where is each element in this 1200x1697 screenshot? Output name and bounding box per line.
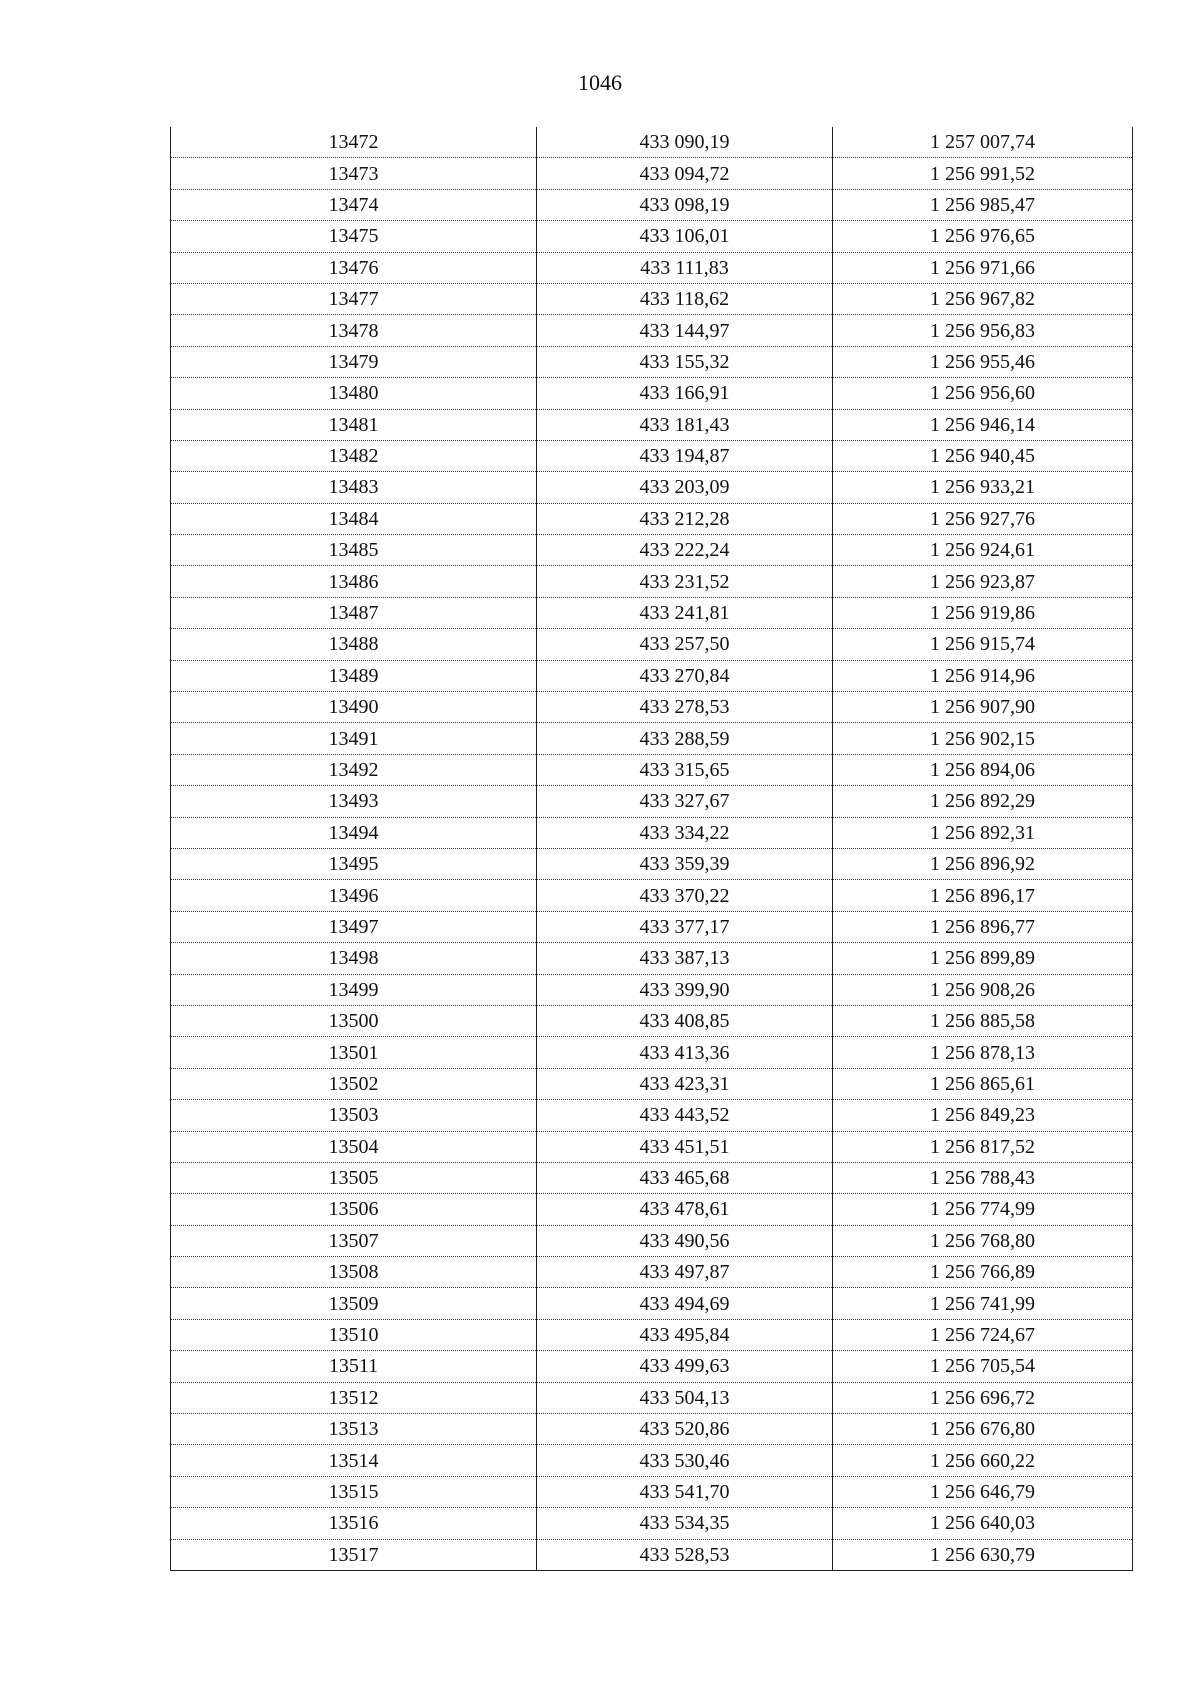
table-row bbox=[171, 315, 1133, 346]
x-coordinate-cell: 433 451,51 bbox=[537, 1131, 833, 1162]
point-number-cell: 13500 bbox=[171, 1005, 537, 1036]
y-coordinate-cell: 1 257 007,74 bbox=[833, 127, 1133, 158]
point-number-cell: 13516 bbox=[171, 1508, 537, 1539]
y-coordinate-cell: 1 256 924,61 bbox=[833, 535, 1133, 566]
x-coordinate-cell: 433 408,85 bbox=[537, 1005, 833, 1036]
x-coordinate-cell: 433 166,91 bbox=[537, 378, 833, 409]
point-number-cell: 13480 bbox=[171, 378, 537, 409]
y-coordinate-cell: 1 256 630,79 bbox=[833, 1539, 1133, 1570]
x-coordinate-cell: 433 241,81 bbox=[537, 597, 833, 628]
point-number-cell: 13515 bbox=[171, 1476, 537, 1507]
point-number-cell: 13488 bbox=[171, 629, 537, 660]
table-row bbox=[171, 880, 1133, 911]
table-row bbox=[171, 1131, 1133, 1162]
x-coordinate-cell: 433 155,32 bbox=[537, 346, 833, 377]
table-row bbox=[171, 1100, 1133, 1131]
y-coordinate-cell: 1 256 894,06 bbox=[833, 754, 1133, 785]
x-coordinate-cell: 433 465,68 bbox=[537, 1162, 833, 1193]
x-coordinate-cell: 433 399,90 bbox=[537, 974, 833, 1005]
x-coordinate-cell: 433 278,53 bbox=[537, 692, 833, 723]
table-row bbox=[171, 723, 1133, 754]
y-coordinate-cell: 1 256 741,99 bbox=[833, 1288, 1133, 1319]
table-row bbox=[171, 1225, 1133, 1256]
y-coordinate-cell: 1 256 865,61 bbox=[833, 1068, 1133, 1099]
x-coordinate-cell: 433 490,56 bbox=[537, 1225, 833, 1256]
y-coordinate-cell: 1 256 967,82 bbox=[833, 283, 1133, 314]
x-coordinate-cell: 433 413,36 bbox=[537, 1037, 833, 1068]
y-coordinate-cell: 1 256 676,80 bbox=[833, 1414, 1133, 1445]
point-number-cell: 13501 bbox=[171, 1037, 537, 1068]
table-row bbox=[171, 378, 1133, 409]
x-coordinate-cell: 433 528,53 bbox=[537, 1539, 833, 1570]
x-coordinate-cell: 433 315,65 bbox=[537, 754, 833, 785]
y-coordinate-cell: 1 256 976,65 bbox=[833, 221, 1133, 252]
point-number-cell: 13506 bbox=[171, 1194, 537, 1225]
x-coordinate-cell: 433 359,39 bbox=[537, 848, 833, 879]
table-row bbox=[171, 283, 1133, 314]
point-number-cell: 13472 bbox=[171, 127, 537, 158]
table-row bbox=[171, 1194, 1133, 1225]
point-number-cell: 13496 bbox=[171, 880, 537, 911]
x-coordinate-cell: 433 534,35 bbox=[537, 1508, 833, 1539]
x-coordinate-cell: 433 270,84 bbox=[537, 660, 833, 691]
x-coordinate-cell: 433 423,31 bbox=[537, 1068, 833, 1099]
point-number-cell: 13487 bbox=[171, 597, 537, 628]
y-coordinate-cell: 1 256 788,43 bbox=[833, 1162, 1133, 1193]
y-coordinate-cell: 1 256 896,77 bbox=[833, 911, 1133, 942]
table-row bbox=[171, 127, 1133, 158]
point-number-cell: 13498 bbox=[171, 943, 537, 974]
y-coordinate-cell: 1 256 878,13 bbox=[833, 1037, 1133, 1068]
x-coordinate-cell: 433 495,84 bbox=[537, 1319, 833, 1350]
point-number-cell: 13517 bbox=[171, 1539, 537, 1570]
table-row bbox=[171, 786, 1133, 817]
table-row bbox=[171, 848, 1133, 879]
table-row bbox=[171, 472, 1133, 503]
y-coordinate-cell: 1 256 849,23 bbox=[833, 1100, 1133, 1131]
table-row bbox=[171, 158, 1133, 189]
y-coordinate-cell: 1 256 907,90 bbox=[833, 692, 1133, 723]
point-number-cell: 13491 bbox=[171, 723, 537, 754]
y-coordinate-cell: 1 256 908,26 bbox=[833, 974, 1133, 1005]
x-coordinate-cell: 433 212,28 bbox=[537, 503, 833, 534]
y-coordinate-cell: 1 256 940,45 bbox=[833, 440, 1133, 471]
point-number-cell: 13511 bbox=[171, 1351, 537, 1382]
point-number-cell: 13504 bbox=[171, 1131, 537, 1162]
y-coordinate-cell: 1 256 956,83 bbox=[833, 315, 1133, 346]
y-coordinate-cell: 1 256 923,87 bbox=[833, 566, 1133, 597]
table-row bbox=[171, 535, 1133, 566]
table-row bbox=[171, 440, 1133, 471]
y-coordinate-cell: 1 256 640,03 bbox=[833, 1508, 1133, 1539]
x-coordinate-cell: 433 520,86 bbox=[537, 1414, 833, 1445]
point-number-cell: 13490 bbox=[171, 692, 537, 723]
table-row bbox=[171, 754, 1133, 785]
x-coordinate-cell: 433 387,13 bbox=[537, 943, 833, 974]
table-row bbox=[171, 1476, 1133, 1507]
table-row bbox=[171, 629, 1133, 660]
table-row bbox=[171, 1445, 1133, 1476]
y-coordinate-cell: 1 256 817,52 bbox=[833, 1131, 1133, 1162]
x-coordinate-cell: 433 194,87 bbox=[537, 440, 833, 471]
x-coordinate-cell: 433 504,13 bbox=[537, 1382, 833, 1413]
x-coordinate-cell: 433 334,22 bbox=[537, 817, 833, 848]
y-coordinate-cell: 1 256 991,52 bbox=[833, 158, 1133, 189]
y-coordinate-cell: 1 256 892,31 bbox=[833, 817, 1133, 848]
table-row bbox=[171, 1382, 1133, 1413]
y-coordinate-cell: 1 256 956,60 bbox=[833, 378, 1133, 409]
table-row bbox=[171, 566, 1133, 597]
x-coordinate-cell: 433 288,59 bbox=[537, 723, 833, 754]
x-coordinate-cell: 433 106,01 bbox=[537, 221, 833, 252]
x-coordinate-cell: 433 094,72 bbox=[537, 158, 833, 189]
point-number-cell: 13494 bbox=[171, 817, 537, 848]
point-number-cell: 13481 bbox=[171, 409, 537, 440]
table-row bbox=[171, 1162, 1133, 1193]
y-coordinate-cell: 1 256 933,21 bbox=[833, 472, 1133, 503]
x-coordinate-cell: 433 222,24 bbox=[537, 535, 833, 566]
table-row bbox=[171, 221, 1133, 252]
y-coordinate-cell: 1 256 927,76 bbox=[833, 503, 1133, 534]
point-number-cell: 13482 bbox=[171, 440, 537, 471]
point-number-cell: 13478 bbox=[171, 315, 537, 346]
y-coordinate-cell: 1 256 919,86 bbox=[833, 597, 1133, 628]
point-number-cell: 13508 bbox=[171, 1257, 537, 1288]
point-number-cell: 13473 bbox=[171, 158, 537, 189]
point-number-cell: 13507 bbox=[171, 1225, 537, 1256]
x-coordinate-cell: 433 203,09 bbox=[537, 472, 833, 503]
x-coordinate-cell: 433 327,67 bbox=[537, 786, 833, 817]
y-coordinate-cell: 1 256 766,89 bbox=[833, 1257, 1133, 1288]
y-coordinate-cell: 1 256 646,79 bbox=[833, 1476, 1133, 1507]
table-row bbox=[171, 1414, 1133, 1445]
point-number-cell: 13512 bbox=[171, 1382, 537, 1413]
x-coordinate-cell: 433 530,46 bbox=[537, 1445, 833, 1476]
table-row bbox=[171, 189, 1133, 220]
table-row bbox=[171, 974, 1133, 1005]
y-coordinate-cell: 1 256 896,92 bbox=[833, 848, 1133, 879]
point-number-cell: 13497 bbox=[171, 911, 537, 942]
x-coordinate-cell: 433 370,22 bbox=[537, 880, 833, 911]
y-coordinate-cell: 1 256 985,47 bbox=[833, 189, 1133, 220]
point-number-cell: 13503 bbox=[171, 1100, 537, 1131]
y-coordinate-cell: 1 256 885,58 bbox=[833, 1005, 1133, 1036]
table-row bbox=[171, 346, 1133, 377]
point-number-cell: 13475 bbox=[171, 221, 537, 252]
point-number-cell: 13509 bbox=[171, 1288, 537, 1319]
point-number-cell: 13493 bbox=[171, 786, 537, 817]
x-coordinate-cell: 433 478,61 bbox=[537, 1194, 833, 1225]
point-number-cell: 13505 bbox=[171, 1162, 537, 1193]
x-coordinate-cell: 433 443,52 bbox=[537, 1100, 833, 1131]
point-number-cell: 13476 bbox=[171, 252, 537, 283]
y-coordinate-cell: 1 256 955,46 bbox=[833, 346, 1133, 377]
x-coordinate-cell: 433 494,69 bbox=[537, 1288, 833, 1319]
table-row bbox=[171, 1257, 1133, 1288]
point-number-cell: 13513 bbox=[171, 1414, 537, 1445]
x-coordinate-cell: 433 144,97 bbox=[537, 315, 833, 346]
table-row bbox=[171, 692, 1133, 723]
coordinates-table-body bbox=[171, 127, 1133, 1570]
table-row bbox=[171, 817, 1133, 848]
y-coordinate-cell: 1 256 696,72 bbox=[833, 1382, 1133, 1413]
y-coordinate-cell: 1 256 914,96 bbox=[833, 660, 1133, 691]
point-number-cell: 13502 bbox=[171, 1068, 537, 1099]
x-coordinate-cell: 433 377,17 bbox=[537, 911, 833, 942]
table-row bbox=[171, 1539, 1133, 1570]
y-coordinate-cell: 1 256 705,54 bbox=[833, 1351, 1133, 1382]
x-coordinate-cell: 433 090,19 bbox=[537, 127, 833, 158]
y-coordinate-cell: 1 256 660,22 bbox=[833, 1445, 1133, 1476]
y-coordinate-cell: 1 256 971,66 bbox=[833, 252, 1133, 283]
point-number-cell: 13484 bbox=[171, 503, 537, 534]
table-row bbox=[171, 660, 1133, 691]
table-row bbox=[171, 1351, 1133, 1382]
table-row bbox=[171, 1068, 1133, 1099]
point-number-cell: 13479 bbox=[171, 346, 537, 377]
point-number-cell: 13485 bbox=[171, 535, 537, 566]
point-number-cell: 13510 bbox=[171, 1319, 537, 1350]
page-number: 1046 bbox=[578, 70, 622, 95]
y-coordinate-cell: 1 256 946,14 bbox=[833, 409, 1133, 440]
x-coordinate-cell: 433 111,83 bbox=[537, 252, 833, 283]
y-coordinate-cell: 1 256 902,15 bbox=[833, 723, 1133, 754]
table-row bbox=[171, 943, 1133, 974]
point-number-cell: 13495 bbox=[171, 848, 537, 879]
point-number-cell: 13486 bbox=[171, 566, 537, 597]
table-row bbox=[171, 597, 1133, 628]
table-row bbox=[171, 1005, 1133, 1036]
point-number-cell: 13499 bbox=[171, 974, 537, 1005]
y-coordinate-cell: 1 256 915,74 bbox=[833, 629, 1133, 660]
point-number-cell: 13477 bbox=[171, 283, 537, 314]
x-coordinate-cell: 433 231,52 bbox=[537, 566, 833, 597]
point-number-cell: 13514 bbox=[171, 1445, 537, 1476]
point-number-cell: 13483 bbox=[171, 472, 537, 503]
x-coordinate-cell: 433 541,70 bbox=[537, 1476, 833, 1507]
table-row bbox=[171, 1319, 1133, 1350]
y-coordinate-cell: 1 256 724,67 bbox=[833, 1319, 1133, 1350]
x-coordinate-cell: 433 118,62 bbox=[537, 283, 833, 314]
y-coordinate-cell: 1 256 892,29 bbox=[833, 786, 1133, 817]
y-coordinate-cell: 1 256 768,80 bbox=[833, 1225, 1133, 1256]
point-number-cell: 13489 bbox=[171, 660, 537, 691]
coordinates-table bbox=[170, 127, 1133, 1571]
table-row bbox=[171, 1037, 1133, 1068]
table-row bbox=[171, 503, 1133, 534]
x-coordinate-cell: 433 181,43 bbox=[537, 409, 833, 440]
point-number-cell: 13492 bbox=[171, 754, 537, 785]
x-coordinate-cell: 433 257,50 bbox=[537, 629, 833, 660]
table-row bbox=[171, 1288, 1133, 1319]
x-coordinate-cell: 433 499,63 bbox=[537, 1351, 833, 1382]
table-row bbox=[171, 911, 1133, 942]
table-row bbox=[171, 252, 1133, 283]
x-coordinate-cell: 433 098,19 bbox=[537, 189, 833, 220]
y-coordinate-cell: 1 256 774,99 bbox=[833, 1194, 1133, 1225]
x-coordinate-cell: 433 497,87 bbox=[537, 1257, 833, 1288]
y-coordinate-cell: 1 256 896,17 bbox=[833, 880, 1133, 911]
table-row bbox=[171, 1508, 1133, 1539]
y-coordinate-cell: 1 256 899,89 bbox=[833, 943, 1133, 974]
point-number-cell: 13474 bbox=[171, 189, 537, 220]
table-row bbox=[171, 409, 1133, 440]
